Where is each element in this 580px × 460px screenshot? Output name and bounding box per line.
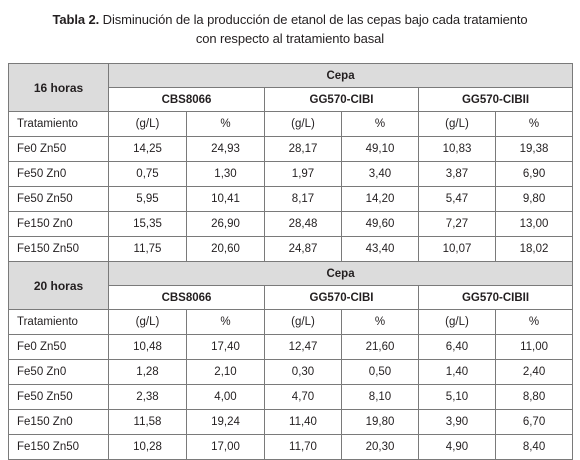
value-gl-cell: 0,30: [265, 360, 342, 385]
value-pct-cell: 2,40: [496, 360, 573, 385]
strain-header: CBS8066: [109, 88, 265, 112]
value-pct-cell: 20,60: [187, 237, 265, 262]
value-gl-cell: 11,70: [265, 435, 342, 460]
table-row: [9, 410, 573, 435]
value-gl-cell: 1,97: [265, 162, 342, 187]
value-pct-cell: 2,10: [187, 360, 265, 385]
value-pct-cell: 10,41: [187, 187, 265, 212]
value-pct-cell: 6,70: [496, 410, 573, 435]
caption-line-2: con respecto al tratamiento basal: [195, 31, 385, 46]
unit-pct-header: %: [342, 310, 419, 335]
value-pct-cell: 3,40: [342, 162, 419, 187]
value-gl-cell: 10,07: [419, 237, 496, 262]
value-gl-cell: 3,87: [419, 162, 496, 187]
value-pct-cell: 19,38: [496, 137, 573, 162]
value-gl-cell: 1,40: [419, 360, 496, 385]
value-gl-cell: 10,28: [109, 435, 187, 460]
table-row: [9, 385, 573, 410]
value-pct-cell: 19,24: [187, 410, 265, 435]
value-pct-cell: 26,90: [187, 212, 265, 237]
value-gl-cell: 5,47: [419, 187, 496, 212]
value-gl-cell: 15,35: [109, 212, 187, 237]
unit-pct-header: %: [187, 112, 265, 137]
cepa-header: Cepa: [109, 64, 573, 88]
unit-pct-header: %: [187, 310, 265, 335]
value-pct-cell: 21,60: [342, 335, 419, 360]
value-pct-cell: 1,30: [187, 162, 265, 187]
unit-pct-header: %: [496, 310, 573, 335]
value-pct-cell: 11,00: [496, 335, 573, 360]
caption-label: Tabla 2.: [52, 12, 100, 27]
value-pct-cell: 49,10: [342, 137, 419, 162]
treatment-cell: Fe50 Zn50: [9, 187, 109, 212]
value-pct-cell: 24,93: [187, 137, 265, 162]
table-body: [9, 64, 573, 460]
value-gl-cell: 4,70: [265, 385, 342, 410]
unit-pct-header: %: [342, 112, 419, 137]
hours-label: 16 horas: [9, 64, 109, 112]
value-gl-cell: 1,28: [109, 360, 187, 385]
value-gl-cell: 11,40: [265, 410, 342, 435]
treatment-cell: Fe0 Zn50: [9, 137, 109, 162]
hours-label: 20 horas: [9, 262, 109, 310]
value-pct-cell: 13,00: [496, 212, 573, 237]
value-gl-cell: 10,48: [109, 335, 187, 360]
table-row: [9, 435, 573, 460]
value-gl-cell: 5,95: [109, 187, 187, 212]
treatment-cell: Fe50 Zn0: [9, 360, 109, 385]
treatment-cell: Fe0 Zn50: [9, 335, 109, 360]
treatment-cell: Fe50 Zn0: [9, 162, 109, 187]
caption-line-1: [0, 10, 580, 29]
value-gl-cell: 7,27: [419, 212, 496, 237]
value-gl-cell: 28,48: [265, 212, 342, 237]
value-pct-cell: 9,80: [496, 187, 573, 212]
treatment-cell: Fe150 Zn0: [9, 410, 109, 435]
treatment-cell: Fe150 Zn50: [9, 435, 109, 460]
table-row: [9, 360, 573, 385]
treatment-cell: Fe150 Zn50: [9, 237, 109, 262]
value-gl-cell: 10,83: [419, 137, 496, 162]
value-pct-cell: 18,02: [496, 237, 573, 262]
value-gl-cell: 4,90: [419, 435, 496, 460]
strain-header: GG570-CIBII: [419, 88, 573, 112]
table-row: [9, 212, 573, 237]
treatment-header: Tratamiento: [9, 310, 109, 335]
value-gl-cell: 11,58: [109, 410, 187, 435]
value-pct-cell: 14,20: [342, 187, 419, 212]
table-row: [9, 187, 573, 212]
strain-header: GG570-CIBI: [265, 88, 419, 112]
unit-pct-header: %: [496, 112, 573, 137]
value-pct-cell: 8,40: [496, 435, 573, 460]
section-header-row: [9, 64, 573, 88]
value-pct-cell: 8,80: [496, 385, 573, 410]
value-gl-cell: 11,75: [109, 237, 187, 262]
unit-gl-header: (g/L): [265, 112, 342, 137]
unit-gl-header: (g/L): [109, 112, 187, 137]
value-pct-cell: 8,10: [342, 385, 419, 410]
table-row: [9, 162, 573, 187]
value-gl-cell: 3,90: [419, 410, 496, 435]
units-header-row: [9, 112, 573, 137]
value-pct-cell: 20,30: [342, 435, 419, 460]
value-gl-cell: 28,17: [265, 137, 342, 162]
value-gl-cell: 5,10: [419, 385, 496, 410]
section-header-row: [9, 262, 573, 286]
treatment-cell: Fe50 Zn50: [9, 385, 109, 410]
table-row: [9, 137, 573, 162]
strain-header: CBS8066: [109, 286, 265, 310]
treatment-cell: Fe150 Zn0: [9, 212, 109, 237]
caption-text-1: Disminución de la producción de etanol de las cepas bajo cada tratamiento: [99, 12, 528, 27]
value-pct-cell: 17,00: [187, 435, 265, 460]
strain-header: GG570-CIBI: [265, 286, 419, 310]
value-gl-cell: 24,87: [265, 237, 342, 262]
value-gl-cell: 14,25: [109, 137, 187, 162]
table-row: [9, 335, 573, 360]
value-gl-cell: 12,47: [265, 335, 342, 360]
value-pct-cell: 0,50: [342, 360, 419, 385]
value-pct-cell: 17,40: [187, 335, 265, 360]
ethanol-table: [8, 63, 573, 460]
value-pct-cell: 4,00: [187, 385, 265, 410]
value-pct-cell: 49,60: [342, 212, 419, 237]
value-gl-cell: 2,38: [109, 385, 187, 410]
table-caption: [0, 10, 580, 48]
value-pct-cell: 6,90: [496, 162, 573, 187]
value-gl-cell: 6,40: [419, 335, 496, 360]
unit-gl-header: (g/L): [265, 310, 342, 335]
unit-gl-header: (g/L): [109, 310, 187, 335]
value-pct-cell: 19,80: [342, 410, 419, 435]
units-header-row: [9, 310, 573, 335]
unit-gl-header: (g/L): [419, 112, 496, 137]
unit-gl-header: (g/L): [419, 310, 496, 335]
cepa-header: Cepa: [109, 262, 573, 286]
strain-header: GG570-CIBII: [419, 286, 573, 310]
value-pct-cell: 43,40: [342, 237, 419, 262]
treatment-header: Tratamiento: [9, 112, 109, 137]
value-gl-cell: 8,17: [265, 187, 342, 212]
value-gl-cell: 0,75: [109, 162, 187, 187]
table-row: [9, 237, 573, 262]
